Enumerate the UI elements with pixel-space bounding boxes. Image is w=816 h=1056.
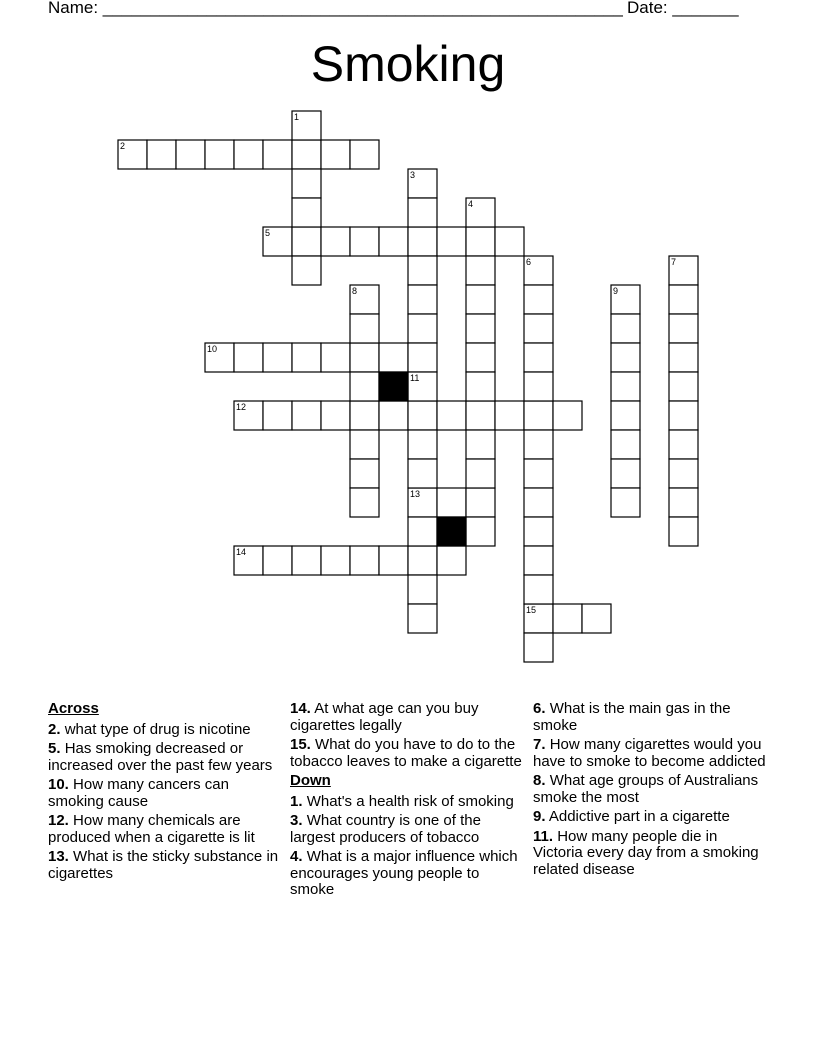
crossword-cell[interactable] bbox=[466, 488, 495, 517]
cell-number: 15 bbox=[526, 605, 537, 615]
crossword-cell[interactable] bbox=[524, 401, 553, 430]
crossword-cell[interactable] bbox=[437, 546, 466, 575]
clues-column-1 bbox=[48, 701, 283, 885]
crossword-cell[interactable] bbox=[292, 169, 321, 198]
crossword-cell[interactable] bbox=[234, 546, 263, 575]
crossword-cell[interactable] bbox=[263, 227, 292, 256]
crossword-cell[interactable] bbox=[379, 546, 408, 575]
crossword-cell[interactable] bbox=[437, 227, 466, 256]
crossword-cell[interactable] bbox=[234, 343, 263, 372]
crossword-cell[interactable] bbox=[408, 372, 437, 401]
crossword-cell[interactable] bbox=[611, 430, 640, 459]
clue-number: 10. bbox=[48, 776, 69, 793]
crossword-cell[interactable] bbox=[263, 140, 292, 169]
clue-text: Has smoking decreased or increased over the past few years bbox=[48, 740, 273, 774]
crossword-cell[interactable] bbox=[350, 459, 379, 488]
crossword-cell[interactable] bbox=[408, 285, 437, 314]
cell-number: 3 bbox=[410, 170, 416, 180]
crossword-cell[interactable] bbox=[611, 488, 640, 517]
crossword-cell[interactable] bbox=[379, 227, 408, 256]
crossword-cell[interactable] bbox=[466, 227, 495, 256]
crossword-cell[interactable] bbox=[466, 285, 495, 314]
crossword-cell[interactable] bbox=[350, 401, 379, 430]
crossword-cell[interactable] bbox=[350, 488, 379, 517]
crossword-cell[interactable] bbox=[466, 459, 495, 488]
crossword-cell[interactable] bbox=[408, 343, 437, 372]
crossword-cell[interactable] bbox=[524, 314, 553, 343]
crossword-cell[interactable] bbox=[553, 604, 582, 633]
clue-across-13 bbox=[48, 849, 283, 882]
crossword-cell[interactable] bbox=[321, 546, 350, 575]
date-field: Date: _______ bbox=[627, 0, 739, 17]
crossword-cell[interactable] bbox=[408, 604, 437, 633]
cell-number: 13 bbox=[410, 489, 421, 499]
clue-down-7 bbox=[533, 737, 768, 770]
crossword-cell[interactable] bbox=[408, 401, 437, 430]
crossword-cell[interactable] bbox=[321, 227, 350, 256]
clue-number: 1. bbox=[290, 792, 303, 810]
crossword-cell[interactable] bbox=[408, 488, 437, 517]
clue-number: 3. bbox=[290, 812, 303, 829]
crossword-cell[interactable] bbox=[466, 401, 495, 430]
cell-number: 10 bbox=[207, 344, 218, 354]
across-heading: Across bbox=[48, 700, 99, 717]
crossword-cell[interactable] bbox=[205, 343, 234, 372]
crossword-cell[interactable] bbox=[350, 285, 379, 314]
cell-number: 9 bbox=[613, 286, 619, 296]
crossword-cell[interactable] bbox=[611, 314, 640, 343]
crossword-cell[interactable] bbox=[495, 227, 524, 256]
crossword-cell[interactable] bbox=[408, 517, 437, 546]
clue-text: What age groups of Australians smoke the most bbox=[533, 772, 759, 806]
crossword-cell[interactable] bbox=[669, 488, 698, 517]
clue-down-11 bbox=[533, 829, 768, 879]
blocked-cell bbox=[437, 517, 466, 546]
cell-number: 8 bbox=[352, 286, 358, 296]
name-field: Name: _______________________________________________________ bbox=[48, 0, 623, 17]
crossword-cell[interactable] bbox=[350, 546, 379, 575]
crossword-cell[interactable] bbox=[437, 488, 466, 517]
crossword-cell[interactable] bbox=[553, 401, 582, 430]
clue-down-9 bbox=[533, 809, 768, 826]
clue-text: Addictive part in a cigarette bbox=[548, 808, 730, 825]
crossword-cell[interactable] bbox=[408, 227, 437, 256]
crossword-cell[interactable] bbox=[321, 140, 350, 169]
crossword-cell[interactable] bbox=[350, 314, 379, 343]
clue-number: 8. bbox=[533, 772, 546, 789]
crossword-cell[interactable] bbox=[292, 343, 321, 372]
clue-down-1 bbox=[290, 794, 525, 811]
cell-number: 12 bbox=[236, 402, 247, 412]
clue-down-4 bbox=[290, 849, 525, 899]
clue-number: 4. bbox=[290, 848, 303, 865]
crossword-cell[interactable] bbox=[408, 430, 437, 459]
crossword-cell[interactable] bbox=[205, 140, 234, 169]
crossword-cell[interactable] bbox=[611, 401, 640, 430]
crossword-cell[interactable] bbox=[292, 140, 321, 169]
crossword-cell[interactable] bbox=[408, 575, 437, 604]
crossword-cell[interactable] bbox=[669, 256, 698, 285]
crossword-cell[interactable] bbox=[669, 372, 698, 401]
crossword-cell[interactable] bbox=[292, 401, 321, 430]
crossword-cell[interactable] bbox=[466, 256, 495, 285]
crossword-cell[interactable] bbox=[321, 343, 350, 372]
cell-number: 6 bbox=[526, 257, 532, 267]
clue-number: 14. bbox=[290, 700, 311, 717]
crossword-cell[interactable] bbox=[379, 401, 408, 430]
cell-number: 4 bbox=[468, 199, 474, 209]
crossword-cell[interactable] bbox=[292, 227, 321, 256]
blocked-cell bbox=[379, 372, 408, 401]
crossword-cell[interactable] bbox=[466, 517, 495, 546]
crossword-cell[interactable] bbox=[379, 343, 408, 372]
crossword-cell[interactable] bbox=[263, 401, 292, 430]
crossword-cell[interactable] bbox=[524, 256, 553, 285]
crossword-cell[interactable] bbox=[466, 430, 495, 459]
clue-across-14 bbox=[290, 701, 525, 734]
crossword-cell[interactable] bbox=[524, 488, 553, 517]
crossword-cell[interactable] bbox=[292, 111, 321, 140]
clue-across-5 bbox=[48, 741, 283, 774]
clue-text: At what age can you buy cigarettes legally bbox=[290, 700, 479, 734]
clue-text: what type of drug is nicotine bbox=[64, 720, 251, 738]
clue-text: What country is one of the largest producers of tobacco bbox=[290, 812, 481, 846]
crossword-cell[interactable] bbox=[321, 401, 350, 430]
crossword-cell[interactable] bbox=[466, 198, 495, 227]
crossword-cell[interactable] bbox=[524, 459, 553, 488]
crossword-cell[interactable] bbox=[466, 372, 495, 401]
clue-across-12 bbox=[48, 813, 283, 846]
clue-text: How many chemicals are produced when a cigarette is lit bbox=[48, 812, 255, 846]
crossword-cell[interactable] bbox=[234, 140, 263, 169]
crossword-cell[interactable] bbox=[669, 343, 698, 372]
clue-across-2 bbox=[48, 722, 283, 739]
clue-text: How many people die in Victoria every day from a smoking related disease bbox=[533, 827, 759, 878]
crossword-cell[interactable] bbox=[611, 285, 640, 314]
cell-number: 14 bbox=[236, 547, 247, 557]
crossword-cell[interactable] bbox=[611, 372, 640, 401]
crossword-cell[interactable] bbox=[350, 372, 379, 401]
clue-across-10 bbox=[48, 777, 283, 810]
clue-text: How many cancers can smoking cause bbox=[48, 776, 229, 810]
clues-column-2 bbox=[290, 701, 525, 902]
clue-text: How many cigarettes would you have to smoke to become addicted bbox=[533, 736, 766, 770]
crossword-cell[interactable] bbox=[350, 430, 379, 459]
cell-number: 2 bbox=[120, 141, 126, 151]
cell-number: 11 bbox=[410, 373, 420, 383]
clue-text: What's a health risk of smoking bbox=[306, 792, 514, 810]
clues-column-3 bbox=[533, 701, 768, 881]
crossword-cell[interactable] bbox=[350, 227, 379, 256]
crossword-cell[interactable] bbox=[524, 575, 553, 604]
crossword-cell[interactable] bbox=[611, 343, 640, 372]
crossword-cell[interactable] bbox=[524, 343, 553, 372]
crossword-cell[interactable] bbox=[350, 343, 379, 372]
crossword-cell[interactable] bbox=[611, 459, 640, 488]
crossword-cell[interactable] bbox=[408, 546, 437, 575]
clue-text: What do you have to do to the tobacco leaves to make a cigarette bbox=[290, 736, 522, 770]
crossword-cell[interactable] bbox=[292, 546, 321, 575]
crossword-cell[interactable] bbox=[669, 430, 698, 459]
clue-number: 12. bbox=[48, 812, 69, 829]
clue-down-8 bbox=[533, 773, 768, 806]
clue-across-15 bbox=[290, 737, 525, 770]
clue-number: 2. bbox=[48, 720, 61, 738]
crossword-cell[interactable] bbox=[292, 256, 321, 285]
crossword-cell[interactable] bbox=[437, 401, 466, 430]
crossword-cell[interactable] bbox=[466, 343, 495, 372]
crossword-cell[interactable] bbox=[408, 314, 437, 343]
crossword-cell[interactable] bbox=[582, 604, 611, 633]
crossword-cell[interactable] bbox=[350, 140, 379, 169]
crossword-cell[interactable] bbox=[176, 140, 205, 169]
clue-number: 15. bbox=[290, 736, 311, 753]
cell-number: 7 bbox=[671, 257, 677, 267]
clue-text: What is the sticky substance in cigarettes bbox=[48, 848, 279, 882]
crossword-cell[interactable] bbox=[292, 198, 321, 227]
clue-text: What is a major influence which encourages young people to smoke bbox=[290, 848, 518, 898]
crossword-cell[interactable] bbox=[234, 401, 263, 430]
crossword-cell[interactable] bbox=[669, 517, 698, 546]
crossword-cell[interactable] bbox=[669, 314, 698, 343]
crossword-cell[interactable] bbox=[263, 343, 292, 372]
page-title: Smoking bbox=[310, 36, 506, 92]
crossword-cell[interactable] bbox=[524, 604, 553, 633]
crossword-cell[interactable] bbox=[524, 372, 553, 401]
crossword-cell[interactable] bbox=[408, 169, 437, 198]
crossword-cell[interactable] bbox=[524, 633, 553, 662]
clue-number: 6. bbox=[533, 700, 546, 717]
crossword-cell[interactable] bbox=[466, 314, 495, 343]
down-heading: Down bbox=[290, 772, 331, 789]
clue-number: 9. bbox=[533, 808, 546, 825]
clue-number: 5. bbox=[48, 740, 61, 757]
cell-number: 1 bbox=[294, 112, 300, 122]
clue-down-6 bbox=[533, 701, 768, 734]
crossword-cell[interactable] bbox=[524, 546, 553, 575]
crossword-cell[interactable] bbox=[118, 140, 147, 169]
clue-down-3 bbox=[290, 813, 525, 846]
clue-number: 7. bbox=[533, 736, 546, 753]
crossword-cell[interactable] bbox=[147, 140, 176, 169]
crossword-cell[interactable] bbox=[524, 430, 553, 459]
crossword-cell[interactable] bbox=[408, 198, 437, 227]
crossword-cell[interactable] bbox=[669, 459, 698, 488]
crossword-cell[interactable] bbox=[408, 459, 437, 488]
clue-number: 11. bbox=[533, 827, 554, 845]
crossword-cell[interactable] bbox=[263, 546, 292, 575]
crossword-cell[interactable] bbox=[524, 285, 553, 314]
clue-text: What is the main gas in the smoke bbox=[533, 700, 731, 734]
crossword-cell[interactable] bbox=[524, 517, 553, 546]
cell-number: 5 bbox=[265, 228, 271, 238]
crossword-cell[interactable] bbox=[669, 401, 698, 430]
crossword-cell[interactable] bbox=[408, 256, 437, 285]
crossword-cell[interactable] bbox=[669, 285, 698, 314]
crossword-cell[interactable] bbox=[495, 401, 524, 430]
clue-number: 13. bbox=[48, 848, 69, 865]
